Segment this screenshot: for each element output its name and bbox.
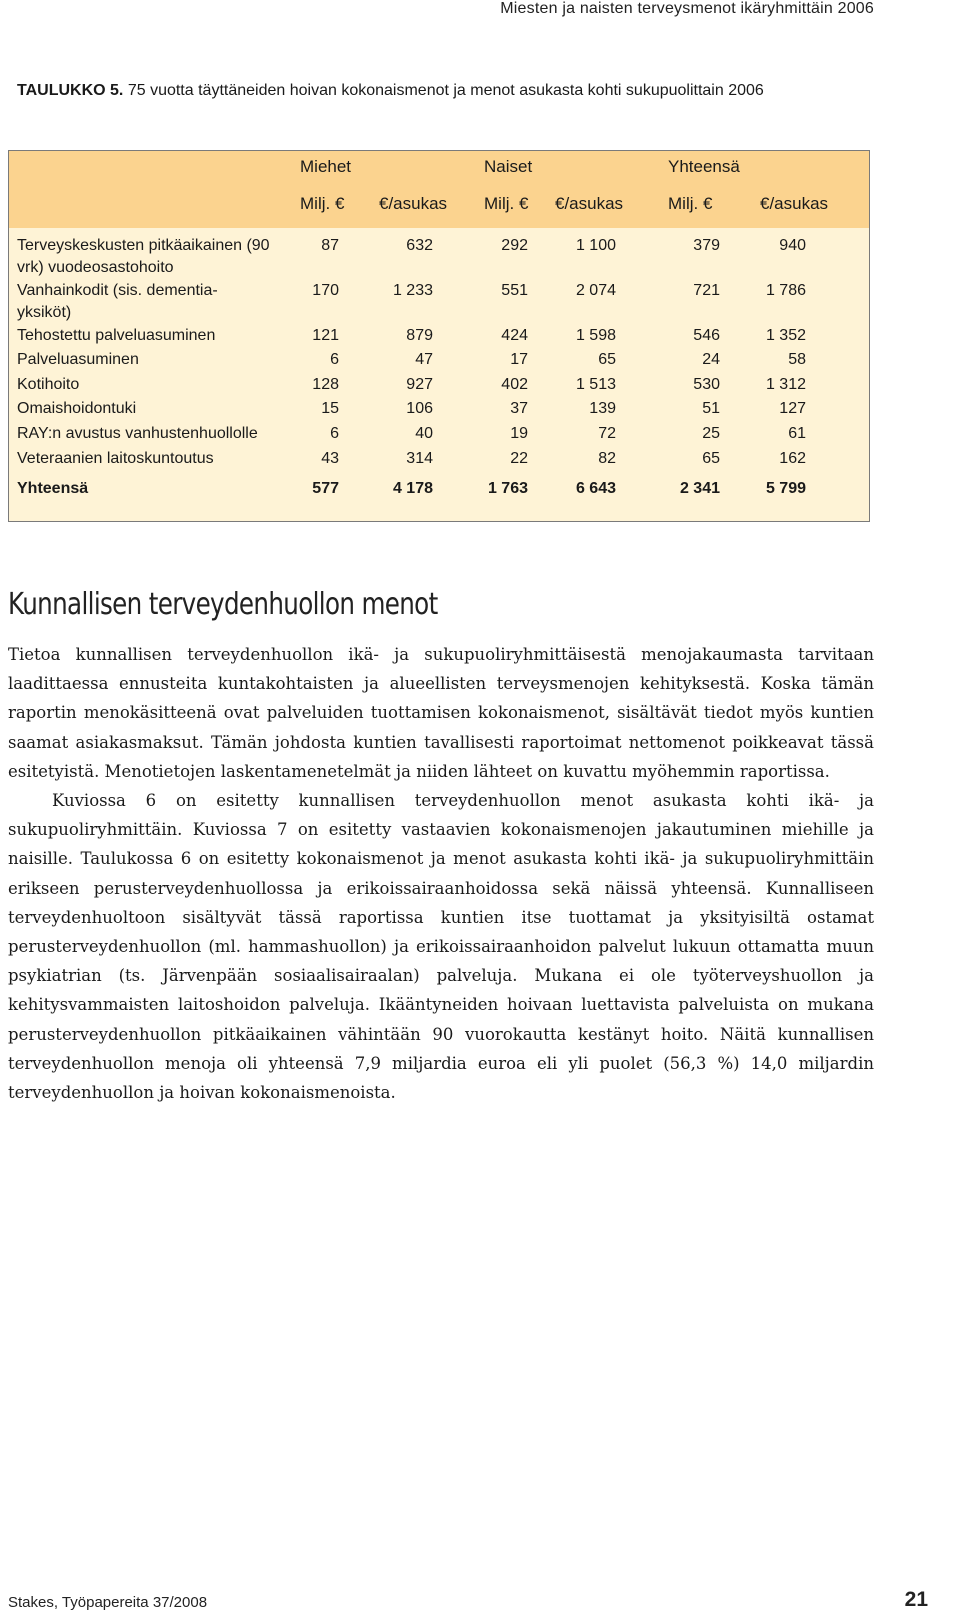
total-value: 1 763 bbox=[487, 480, 528, 497]
cell-value: 1 513 bbox=[575, 376, 616, 393]
cell-value: 40 bbox=[415, 425, 433, 442]
caption-text: 75 vuotta täyttäneiden hoivan kokonaismenot ja menot asukasta kohti sukupuolittain 2006 bbox=[123, 82, 764, 99]
cell-value: 139 bbox=[589, 400, 616, 417]
row-label: Vanhainkodit (sis. dementia-yksiköt) bbox=[17, 282, 218, 321]
cell-value: 1 233 bbox=[392, 282, 433, 299]
group-header-total: Yhteensä bbox=[668, 157, 740, 176]
body-text bbox=[8, 640, 874, 1107]
subheader-men-meur: Milj. € bbox=[300, 194, 345, 213]
cell-value: 632 bbox=[406, 237, 433, 254]
cell-value: 58 bbox=[788, 351, 806, 368]
total-value: 577 bbox=[312, 480, 339, 497]
group-header-women: Naiset bbox=[484, 157, 533, 176]
cell-value: 17 bbox=[510, 351, 528, 368]
cell-value: 127 bbox=[779, 400, 806, 417]
group-header-men: Miehet bbox=[300, 157, 352, 176]
cell-value: 128 bbox=[312, 376, 339, 393]
subheader-women-meur: Milj. € bbox=[484, 194, 529, 213]
cell-value: 1 598 bbox=[575, 327, 616, 344]
cell-value: 927 bbox=[406, 376, 433, 393]
cell-value: 292 bbox=[501, 237, 528, 254]
total-value: 4 178 bbox=[392, 480, 433, 497]
cell-value: 19 bbox=[510, 425, 528, 442]
row-label: Veteraanien laitoskuntoutus bbox=[17, 450, 214, 467]
row-label: Palveluasuminen bbox=[17, 351, 139, 368]
cell-value: 1 352 bbox=[765, 327, 806, 344]
footer-publication: Stakes, Työpapereita 37/2008 bbox=[8, 1594, 208, 1611]
paragraph: Kuviossa 6 on esitetty kunnallisen terveydenhuollon menot asukasta kohti ikä- ja sukupuoliryhmittäin. Kuviossa 7 on esitetty vastaavien kokonaismenojen jakautuminen miehille ja naisille. Taulukossa 6 on esitetty kokonaismenot ja menot asukasta kohti ikä- ja sukupuoliryhmittäin erikseen perusterveydenhuollossa ja erikoissairaanhoidossa sekä näissä yhteensä. Kunnalliseen terveydenhuoltoon sisältyvät tässä raportissa kuntien itse tuottamat ja yksityisiltä ostamat perusterveydenhuollon (ml. hammashuollon) ja erikoissairaanhoidon palvelut lukuun ottamatta muun psykiatrian (ts. Järvenpään sosiaalisairaalan) palveluja. Mukana ei ole työterveyshuollon ja kehitysvammaisten laitoshoidon palveluja. Ikääntyneiden hoivaan luettavista palveluista on mukana perusterveydenhuollon pitkäaikainen vähintään 90 vuorokautta kestänyt hoito. Näitä kunnallisen terveydenhuollon menoja oli yhteensä 7,9 miljardia euroa eli yli puolet (56,3 %) 14,0 miljardin terveydenhuollon ja hoivan kokonaismenoista. bbox=[8, 791, 874, 1103]
cell-value: 314 bbox=[406, 450, 433, 467]
row-label: Omaishoidontuki bbox=[17, 400, 137, 417]
cell-value: 106 bbox=[406, 400, 433, 417]
total-value: 5 799 bbox=[765, 480, 806, 497]
row-label: Terveyskeskusten pitkäaikainen (90 vrk) vuodeosastohoito bbox=[17, 237, 270, 276]
cell-value: 6 bbox=[330, 351, 339, 368]
subheader-men-per: €/asukas bbox=[379, 194, 448, 213]
subheader-women-per: €/asukas bbox=[555, 194, 624, 213]
cell-value: 1 786 bbox=[765, 282, 806, 299]
cell-value: 402 bbox=[501, 376, 528, 393]
cell-value: 6 bbox=[330, 425, 339, 442]
total-value: 2 341 bbox=[679, 480, 720, 497]
page-number: 21 bbox=[904, 1588, 928, 1611]
data-table bbox=[8, 150, 870, 522]
table-caption bbox=[17, 80, 857, 102]
cell-value: 25 bbox=[702, 425, 720, 442]
cell-value: 51 bbox=[702, 400, 720, 417]
cell-value: 1 100 bbox=[575, 237, 616, 254]
paragraph: Tietoa kunnallisen terveydenhuollon ikä- ja sukupuoliryhmittäisestä menojakaumasta tarvitaan laadittaessa ennusteita kuntakohtaisten ja alueellisten terveysmenojen kehityksestä. Koska tämän raportin menokäsitteenä ovat palveluiden tuottamisen kokonaismenot, sisältävät tiedot myös kuntien saamat asiakasmaksut. Tämän johdosta kuntien tavallisesti raportoimat nettomenot poikkeavat tässä esitetyistä. Menotietojen laskentamenetelmät ja niiden lähteet on kuvattu myöhemmin raportissa. bbox=[8, 645, 874, 781]
cell-value: 170 bbox=[312, 282, 339, 299]
cell-value: 530 bbox=[693, 376, 720, 393]
cell-value: 940 bbox=[779, 237, 806, 254]
cell-value: 82 bbox=[598, 450, 616, 467]
subheader-total-per: €/asukas bbox=[760, 194, 829, 213]
section-heading: Kunnallisen terveydenhuollon menot bbox=[8, 587, 438, 622]
cell-value: 379 bbox=[693, 237, 720, 254]
cell-value: 2 074 bbox=[575, 282, 616, 299]
caption-label: TAULUKKO 5. bbox=[17, 82, 124, 99]
cell-value: 37 bbox=[510, 400, 528, 417]
cell-value: 162 bbox=[779, 450, 806, 467]
cell-value: 551 bbox=[501, 282, 528, 299]
total-value: 6 643 bbox=[575, 480, 616, 497]
row-label: Kotihoito bbox=[17, 376, 80, 393]
row-label: RAY:n avustus vanhustenhuollolle bbox=[17, 425, 258, 442]
cell-value: 43 bbox=[321, 450, 339, 467]
cell-value: 65 bbox=[598, 351, 616, 368]
cell-value: 61 bbox=[788, 425, 806, 442]
cell-value: 87 bbox=[321, 237, 339, 254]
running-head: Miesten ja naisten terveysmenot ikäryhmittäin 2006 bbox=[500, 0, 874, 17]
table-header-band bbox=[9, 151, 869, 228]
cell-value: 546 bbox=[693, 327, 720, 344]
row-label: Tehostettu palveluasuminen bbox=[17, 327, 216, 344]
cell-value: 72 bbox=[598, 425, 616, 442]
cell-value: 65 bbox=[702, 450, 720, 467]
cell-value: 121 bbox=[312, 327, 339, 344]
cell-value: 424 bbox=[501, 327, 528, 344]
total-row-label: Yhteensä bbox=[17, 480, 89, 497]
subheader-total-meur: Milj. € bbox=[668, 194, 713, 213]
cell-value: 721 bbox=[693, 282, 720, 299]
cell-value: 47 bbox=[415, 351, 433, 368]
cell-value: 879 bbox=[406, 327, 433, 344]
cell-value: 15 bbox=[321, 400, 339, 417]
cell-value: 24 bbox=[702, 351, 720, 368]
cell-value: 22 bbox=[510, 450, 528, 467]
cell-value: 1 312 bbox=[765, 376, 806, 393]
